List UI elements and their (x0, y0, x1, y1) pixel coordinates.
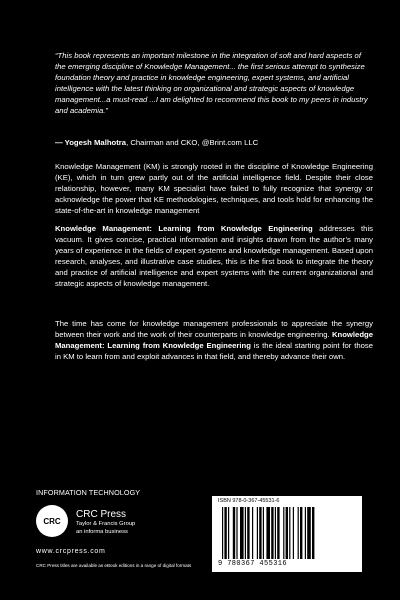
barcode-bar (305, 507, 306, 559)
paragraph-3-text-a: The time has come for knowledge management professionals to appreciate the synergy between their work and the work of their counterparts in knowledge engineering. (55, 319, 373, 339)
barcode-bar (286, 507, 288, 559)
barcode-bar (271, 507, 273, 559)
barcode-bar (293, 507, 294, 559)
barcode-bar (240, 507, 244, 559)
publisher-website: www.crcpress.com (36, 548, 106, 555)
barcode-bar (312, 507, 314, 559)
barcode-bar (233, 507, 235, 559)
barcode-bar (259, 507, 261, 559)
barcode-bar (289, 507, 290, 559)
book-title-bold: Knowledge Management: Learning from Knowledge Engineering (55, 224, 313, 233)
endorsement-quote (55, 50, 370, 116)
quote-attribution (55, 137, 370, 148)
barcode-bar (252, 507, 253, 559)
barcode-bar (307, 507, 311, 559)
ebook-note: CRC Press titles are available as eBook editions in a range of digital formats (36, 563, 192, 568)
quote-author-title: , Chairman and CKO, @Brint.com LLC (126, 138, 259, 147)
barcode-bar (245, 507, 246, 559)
publisher-group: Taylor & Francis Group (76, 521, 136, 527)
barcode-bars (220, 507, 354, 559)
barcode-bar (228, 507, 229, 559)
barcode-digits: 9 780367 455316 (218, 560, 288, 568)
barcode-bar (277, 507, 279, 559)
description-paragraph-2 (55, 223, 373, 289)
subject-category: INFORMATION TECHNOLOGY (36, 488, 141, 497)
barcode-bar (300, 507, 302, 559)
description-paragraph-1: Knowledge Management (KM) is strongly rooted in the discipline of Knowledge Engineering (KE), which in turn grew partly out of the artificial intelligence field. Despite their close relationship, however, many KM specialist have failed to fully recognize that synergy or acknowledge the power that KE methodologies, techniques, and tools hold for enhancing the state-of-the-art in knowledge management (55, 162, 373, 215)
paragraph-3-text-b: is the ideal starting point for those in KM to learn from and exploit advances in that field, and thereby advance their own. (55, 341, 374, 361)
barcode-bar (236, 507, 237, 559)
barcode-bar (247, 507, 249, 559)
quote-author: — Yogesh Malhotra (55, 138, 127, 147)
isbn-barcode (212, 496, 362, 572)
barcode-bar (298, 507, 299, 559)
paragraph-2-text: addresses this vacuum. It gives concise, practical information and insights drawn from the author’s many years of experience in the fields of expert systems and knowledge management. Based upon research, analyses, and illustrative case studies, this is the first book to integrate the theory and practice of artificial intelligence and expert systems with the current organizational and strategic aspects of knowledge management. (55, 224, 374, 288)
barcode-bar (263, 507, 264, 559)
barcode-bar (283, 507, 284, 559)
quote-text: “This book represents an important milestone in the integration of soft and hard aspects of the emerging discipline of Knowledge Management... the first serious attempt to synthesize foundation theory and practice in knowledge engineering, expert systems, and artificial intelligence with the latest thinking on organizational and strategic aspects of knowledge management...a must-read ...I am delighted to recommend this book to my peers in industry and academia.” (55, 51, 368, 115)
publisher-logo (36, 505, 176, 545)
publisher-informa: an informa business (76, 529, 128, 535)
barcode-bar (275, 507, 276, 559)
barcode-bar (224, 507, 226, 559)
barcode-bar (257, 507, 258, 559)
barcode-bar (266, 507, 270, 559)
book-title-bold-2: Knowledge Management: Learning from Knowledge Engineering (55, 330, 373, 350)
barcode-bar (222, 507, 223, 559)
isbn-label: ISBN 978-0-367-45531-6 (218, 498, 280, 504)
description-paragraph-3 (55, 318, 373, 362)
publisher-name: CRC Press (76, 509, 127, 520)
crc-logo-icon: CRC (36, 505, 68, 537)
